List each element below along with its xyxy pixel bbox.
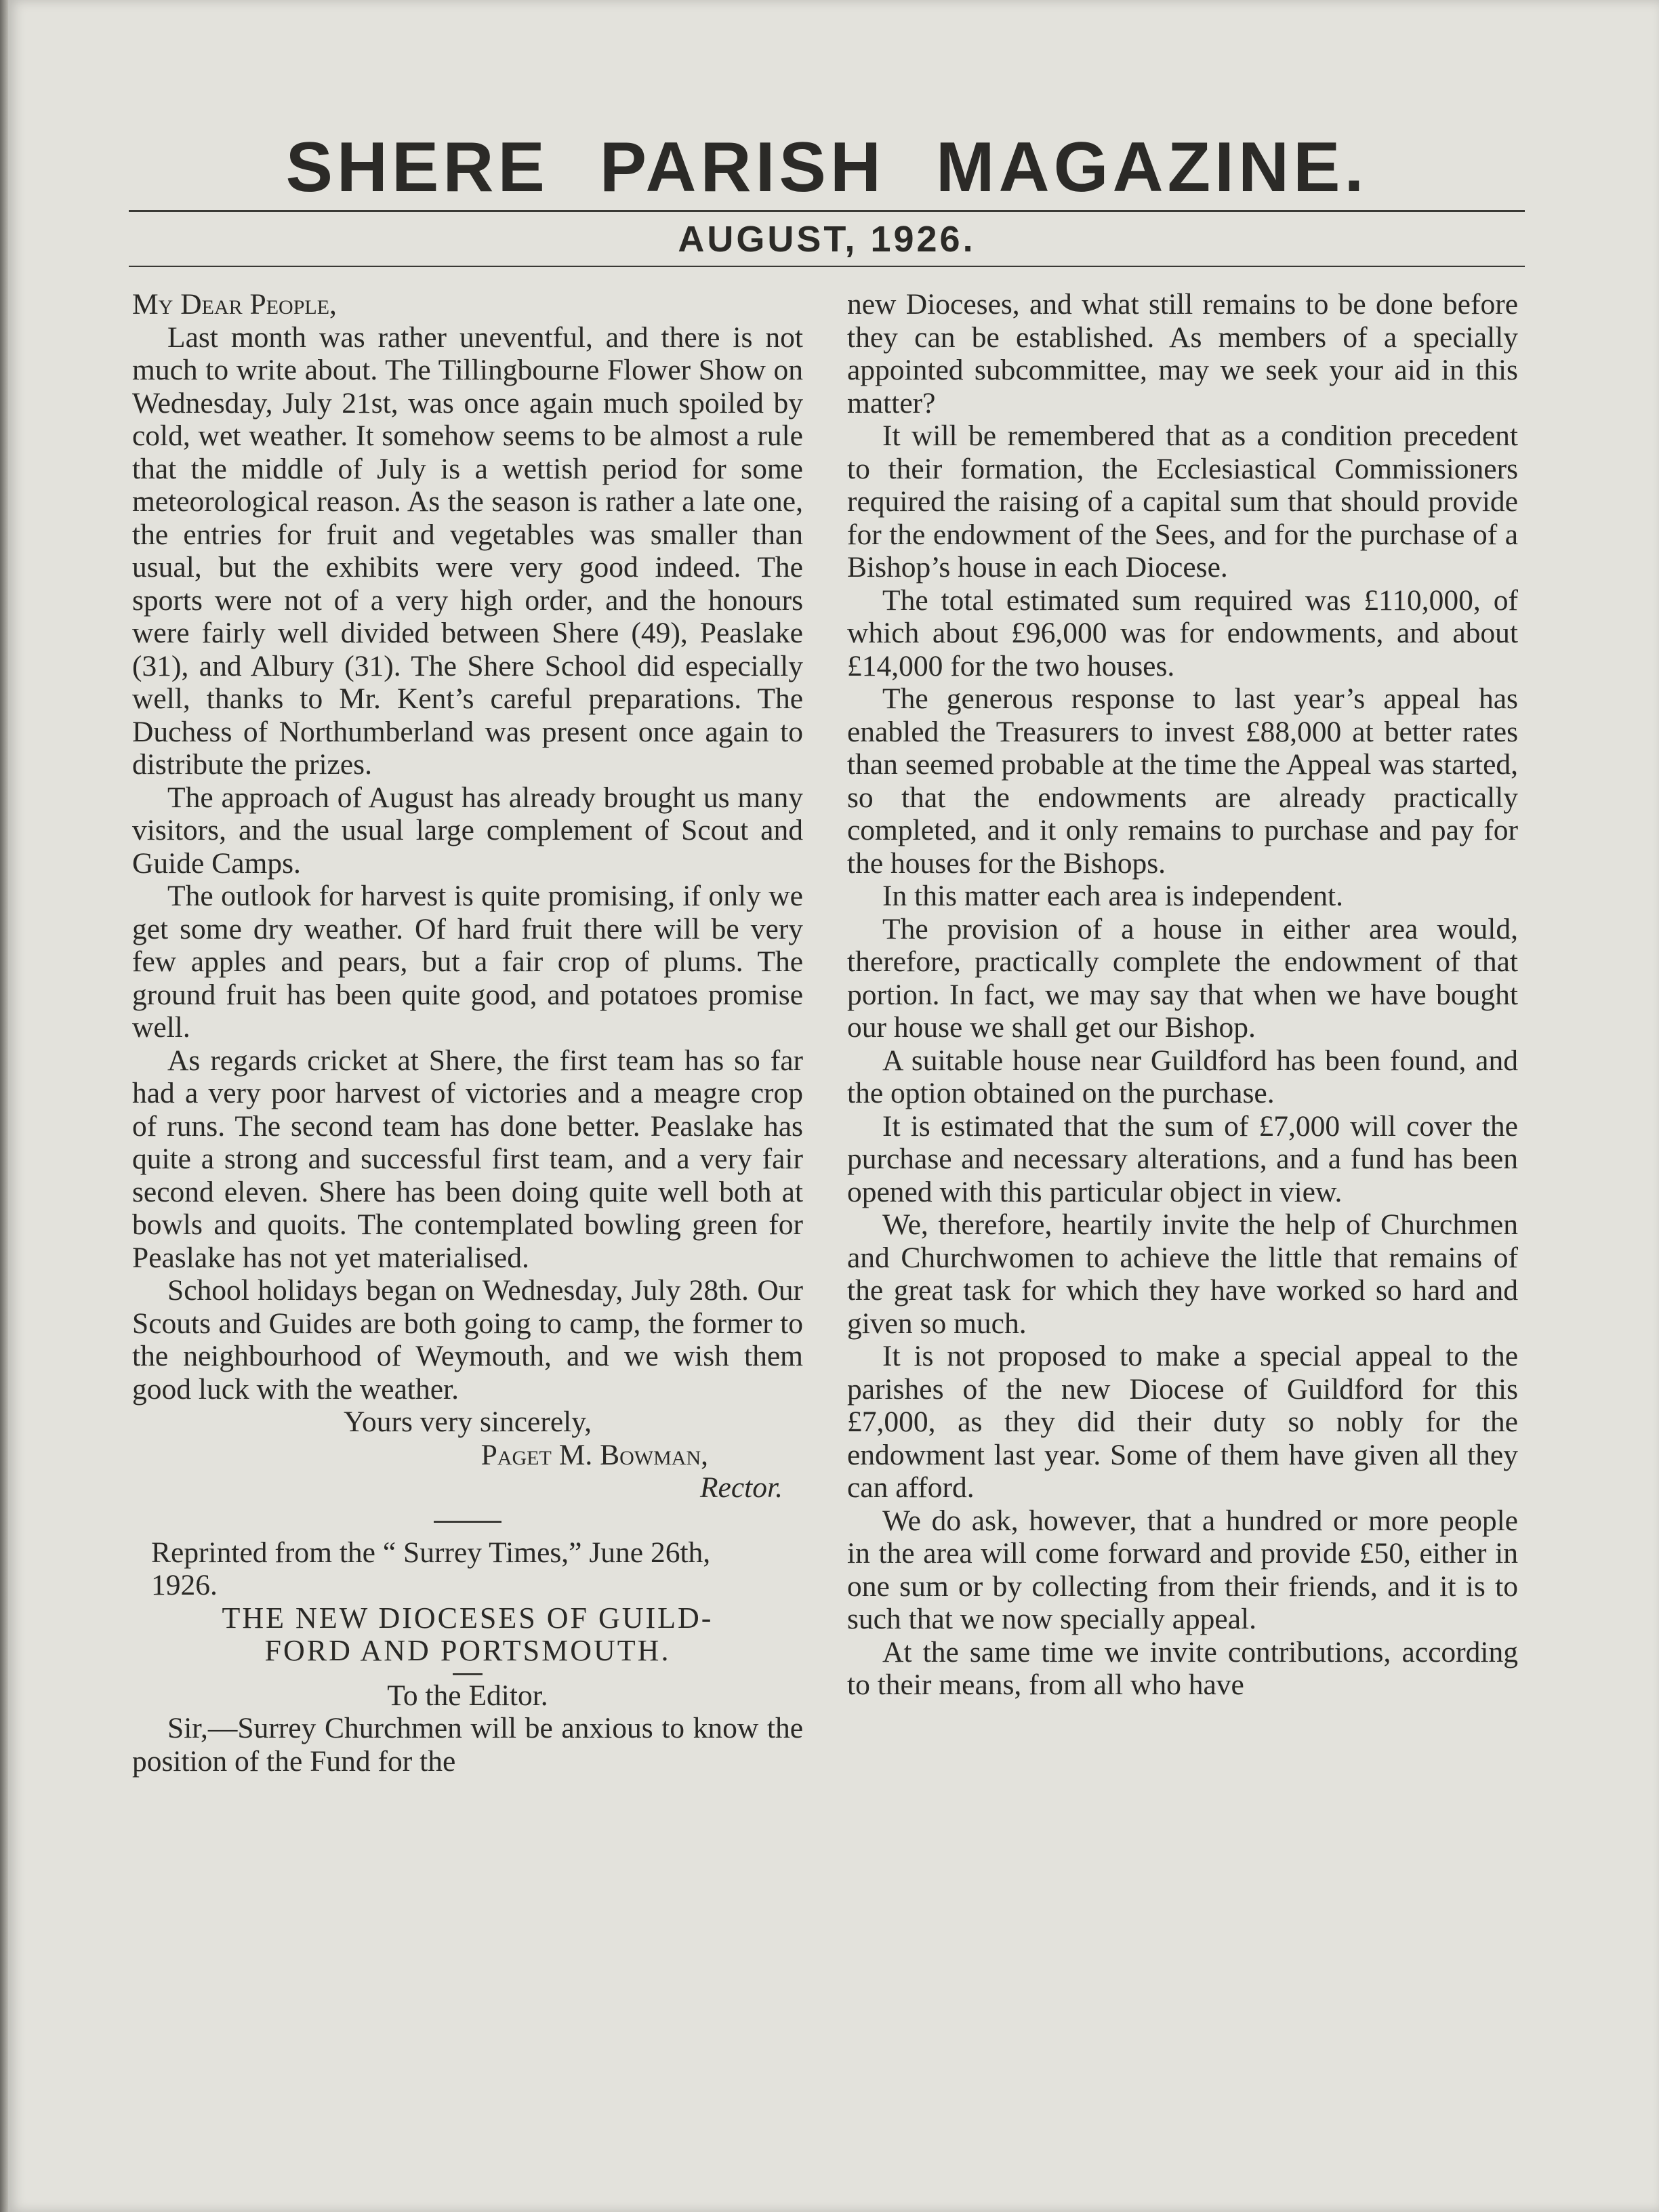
- letter-paragraph: As regards cricket at Shere, the first team has so far had a very poor harvest of victories and a meagre crop of runs. The second team has done better. Peaslake has quite a strong and successful first team, and a very fair second eleven. Shere has been doing quite well both at bowls and quoits. The contemplated bowling green for Peaslake has not yet materialised.: [132, 1044, 803, 1274]
- masthead: [129, 125, 1525, 267]
- letter-paragraph: The outlook for harvest is quite promising, if only we get some dry weather. Of hard fruit there will be very few apples and pears, but a fair crop of plums. The ground fruit has been quite good, and potatoes promise well.: [132, 880, 803, 1044]
- reprint-paragraph: We, therefore, heartily invite the help of Churchmen and Churchwomen to achieve the little that remains of the great task for which they have worked so hard and given so much.: [847, 1208, 1518, 1340]
- reprint-paragraph: The provision of a house in either area would, therefore, practically complete the endowment of that portion. In fact, we may say that when we have bought our house we shall get our Bishop.: [847, 912, 1518, 1044]
- letter-paragraph: Last month was rather uneventful, and there is not much to write about. The Tillingbourne Flower Show on Wednesday, July 21st, was once again much spoiled by cold, wet weather. It somehow seems to be almost a rule that the middle of July is a wettish period for some meteorological reason. As the season is rather a late one, the entries for fruit and vegetables was smaller than usual, but the exhibits were very good indeed. The sports were not of a very high order, and the honours were fairly well divided between Shere (49), Peaslake (31), and Albury (31). The Shere School did especially well, thanks to Mr. Kent’s careful preparations. The Duchess of Northumberland was present once again to distribute the prizes.: [132, 321, 803, 781]
- heading-divider: [453, 1673, 483, 1675]
- issue-date: AUGUST, 1926.: [678, 218, 976, 260]
- reprint-paragraph: In this matter each area is independent.: [882, 880, 1344, 912]
- letter-closing: Yours very sincerely,: [343, 1406, 592, 1438]
- book-binding-edge: [0, 0, 8, 2212]
- letter-signature: Paget M. Bowman,: [480, 1438, 708, 1471]
- reprint-paragraph: It is not proposed to make a special appeal to the parishes of the new Diocese of Guildford for this £7,000, as they did their duty so nobly for the endowment last year. Some of them have given all they can afford.: [847, 1340, 1518, 1504]
- letter-signature-title: Rector.: [699, 1471, 783, 1504]
- reprint-paragraph: We do ask, however, that a hundred or more people in the area will come forward and provide £50, either in one sum or by collecting from their friends, and it is to such that we now specially appeal.: [847, 1504, 1518, 1635]
- article-columns: [132, 288, 1521, 2118]
- magazine-title: SHERE PARISH MAGAZINE.: [285, 128, 1368, 207]
- reprint-heading-line2: FORD AND PORTSMOUTH.: [264, 1634, 671, 1667]
- title-rule: [129, 210, 1525, 212]
- right-column: [847, 288, 1518, 1702]
- left-column: [132, 288, 803, 1778]
- letter-salutation: My Dear People,: [132, 288, 337, 321]
- section-divider: [434, 1521, 501, 1523]
- reprint-paragraph: It is estimated that the sum of £7,000 will cover the purchase and necessary alterations, and a fund has been opened with this particular object in view.: [847, 1109, 1518, 1208]
- reprint-continuation: new Dioceses, and what still remains to be done before they can be established. As members of a specially appointed subcommittee, may we seek your aid in this matter?: [847, 288, 1518, 419]
- letter-paragraph: The approach of August has already brought us many visitors, and the usual large complement of Scout and Guide Camps.: [132, 781, 803, 880]
- reprint-paragraph: At the same time we invite contributions, according to their means, from all who have: [847, 1635, 1518, 1701]
- reprint-paragraph: Sir,—Surrey Churchmen will be anxious to know the position of the Fund for the: [132, 1712, 803, 1778]
- letter-paragraph: School holidays began on Wednesday, July 28th. Our Scouts and Guides are both going to camp, the former to the neighbourhood of Weymouth, and we wish them good luck with the weather.: [132, 1274, 803, 1406]
- issue-rule: [129, 266, 1525, 267]
- reprint-source: Reprinted from the “ Surrey Times,” June 26th, 1926.: [151, 1536, 711, 1601]
- reprint-paragraph: The total estimated sum required was £110,000, of which about £96,000 was for endowments, and about £14,000 for the two houses.: [847, 583, 1518, 682]
- reprint-paragraph: A suitable house near Guildford has been found, and the option obtained on the purchase.: [847, 1044, 1518, 1109]
- reprint-to-editor: To the Editor.: [387, 1679, 548, 1712]
- reprint-heading-line1: THE NEW DIOCESES OF GUILD-: [222, 1601, 714, 1635]
- reprint-paragraph: The generous response to last year’s appeal has enabled the Treasurers to invest £88,000 at better rates than seemed probable at the time the Appeal was started, so that the endowments are already practically completed, and it only remains to purchase and pay for the houses for the Bishops.: [847, 682, 1518, 880]
- reprint-paragraph: It will be remembered that as a condition precedent to their formation, the Ecclesiastical Commissioners required the raising of a capital sum that should provide for the endowment of the Sees, and for the purchase of a Bishop’s house in each Diocese.: [847, 419, 1518, 583]
